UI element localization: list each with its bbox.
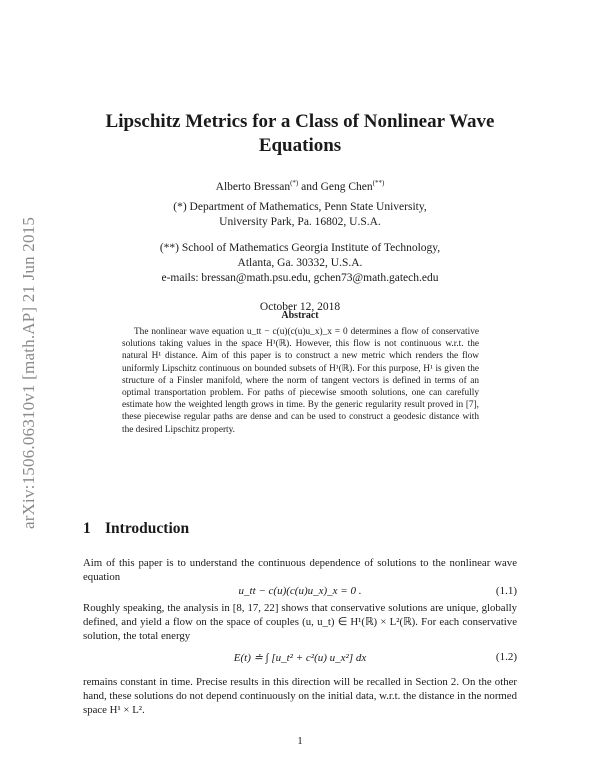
affiliation-1-line-2: University Park, Pa. 16802, U.S.A. <box>219 216 381 228</box>
intro-paragraph-3: remains constant in time. Precise results in this direction will be recalled in Section 2. On the other hand, these solutions do not depend continuously on the initial data, w.r.t. the distance in the normed space H¹ × L². <box>83 676 517 717</box>
equation-1-2-label: (1.2) <box>495 651 517 663</box>
section-number: 1 <box>83 520 91 537</box>
title-line-2: Equations <box>258 135 342 156</box>
emails: e-mails: bressan@math.psu.edu, gchen73@math.gatech.edu <box>161 272 439 284</box>
affiliation-1-line-1: (*) Department of Mathematics, Penn State University, <box>173 201 427 213</box>
title-line-1: Lipschitz Metrics for a Class of Nonlinear Wave <box>105 111 495 132</box>
page-number: 1 <box>297 735 303 747</box>
author-1: Alberto Bressan <box>215 180 291 193</box>
intro-paragraph-1: Aim of this paper is to understand the continuous dependence of solutions to the nonlinear wave equation <box>83 557 517 584</box>
authors <box>90 176 510 195</box>
abstract-heading: Abstract <box>281 310 319 321</box>
equation-1-1-body: u_tt − c(u)(c(u)u_x)_x = 0 . <box>238 585 362 597</box>
arxiv-sidebar-stamp <box>14 180 44 566</box>
author-2-mark: (**) <box>372 179 385 187</box>
paper-title <box>80 110 520 158</box>
equation-1-2 <box>83 651 517 669</box>
section-heading-introduction <box>83 520 189 538</box>
intro-paragraph-2: Roughly speaking, the analysis in [8, 17, 22] shows that conservative solutions are unique, globally defined, and yield a flow on the space of couples (u, u_t) ∈ H¹(ℝ) × L²(ℝ). For each conservative solution, the total energy <box>83 602 517 643</box>
affiliation-2-line-2: Atlanta, Ga. 30332, U.S.A. <box>237 257 363 269</box>
affiliation-2-line-1: (**) School of Mathematics Georgia Institute of Technology, <box>159 242 441 254</box>
date: October 12, 2018 <box>259 301 341 313</box>
arxiv-identifier: arXiv:1506.06310v1 [math.AP] 21 Jun 2015 <box>19 216 38 530</box>
section-title: Introduction <box>105 520 190 537</box>
abstract-text: The nonlinear wave equation u_tt − c(u)(c(u)u_x)_x = 0 determines a flow of conservative solutions taking values in the space H¹(ℝ). However, this flow is not continuous w.r.t. the natural H¹ distance. Aim of this paper is to construct a new metric which renders the flow uniformly Lipschitz continuous on bounded subsets of H¹(ℝ). For this purpose, H¹ is given the structure of a Finsler manifold, where the norm of tangent vectors is defined in terms of an optimal transportation problem. For paths of piecewise smooth solutions, one can carefully estimate how the weighted length grows in time. By the generic regularity result proved in [7], these piecewise regular paths are dense and can be used to construct a geodesic distance with the desired Lipschitz property. <box>122 327 479 435</box>
equation-1-1-label: (1.1) <box>495 585 517 597</box>
author-2: and Geng Chen <box>298 180 373 193</box>
affiliation-2 <box>90 241 510 286</box>
equation-1-2-body: E(t) ≐ ∫ [u_t² + c²(u) u_x²] dx <box>233 652 367 664</box>
affiliation-1 <box>90 200 510 230</box>
author-1-mark: (*) <box>290 179 299 187</box>
